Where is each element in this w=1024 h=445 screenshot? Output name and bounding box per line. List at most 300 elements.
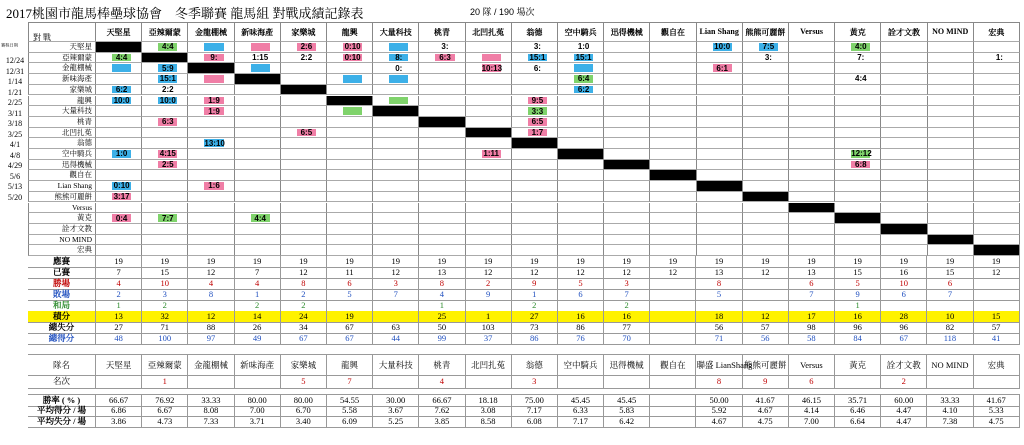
score-text: 1:11 <box>483 149 499 159</box>
matchup-cell <box>235 138 281 149</box>
pct-value: 3.86 <box>96 416 142 427</box>
self-cell <box>466 128 512 139</box>
score-box <box>112 182 131 190</box>
score-box <box>297 43 316 51</box>
score-text: 1:9 <box>208 95 220 105</box>
rank-value: 2 <box>881 374 927 388</box>
matchup-cell <box>604 138 650 149</box>
rank-value: 7 <box>327 374 373 388</box>
stat-value: 2 <box>281 289 327 300</box>
score-box <box>204 107 223 115</box>
stat-value: 15 <box>835 267 881 278</box>
score-box <box>158 193 177 201</box>
score-box <box>897 204 916 212</box>
score-box <box>251 225 270 233</box>
stat-label: 積分 <box>28 311 96 322</box>
score-box <box>990 225 1009 233</box>
row-header <box>28 63 96 74</box>
stat-label: 勝場 <box>28 278 96 289</box>
score-box <box>158 236 177 244</box>
matchup-cell <box>650 85 696 96</box>
matchup-cell <box>327 117 373 128</box>
matchup-cell <box>558 74 604 85</box>
pct-value: 54.55 <box>327 395 373 406</box>
matchup-cell <box>650 245 696 256</box>
stat-value: 25 <box>419 311 465 322</box>
stat-value: 5 <box>835 278 881 289</box>
matchup-cell <box>743 213 789 224</box>
matchup-cell <box>188 149 234 160</box>
stat-value: 19 <box>373 256 419 267</box>
matchup-cell <box>789 138 835 149</box>
score-box <box>759 118 778 126</box>
score-box <box>251 107 270 115</box>
score-box <box>389 182 408 190</box>
score-box <box>482 182 501 190</box>
score-box <box>482 214 501 222</box>
matchup-cell <box>235 203 281 214</box>
date-label: 4/29 <box>7 161 23 170</box>
score-box <box>897 171 916 179</box>
score-box <box>805 54 824 62</box>
stat-value: 6 <box>789 278 835 289</box>
rank-team-name: 天堅星 <box>96 355 142 375</box>
matchup-cell <box>96 181 142 192</box>
score-box <box>158 161 177 169</box>
rank-value <box>927 374 973 388</box>
score-box <box>990 204 1009 212</box>
score-box <box>482 86 501 94</box>
stat-value: 12 <box>373 267 419 278</box>
stat-value: 73 <box>512 322 558 333</box>
score-box <box>851 107 870 115</box>
score-text: 2:2 <box>300 53 313 63</box>
score-box <box>528 97 547 105</box>
stat-value: 16 <box>604 311 650 322</box>
stat-value: 1 <box>466 311 512 322</box>
score-box <box>482 107 501 115</box>
stat-value: 12 <box>558 267 604 278</box>
score-box <box>343 161 362 169</box>
matchup-cell <box>235 192 281 203</box>
matchup-cell <box>835 181 881 192</box>
score-box <box>112 118 131 126</box>
date-label: 4/8 <box>9 150 21 160</box>
stat-value: 10 <box>881 278 927 289</box>
score-box <box>620 246 639 254</box>
matchup-cell <box>743 128 789 139</box>
score-box <box>204 193 223 201</box>
matchup-cell <box>188 138 234 149</box>
score-box <box>666 193 685 201</box>
date-label: 3/25 <box>7 129 23 139</box>
matchup-cell <box>466 224 512 235</box>
matchup-cell <box>327 74 373 85</box>
matchup-cell <box>419 53 465 64</box>
pct-value: 6.70 <box>281 405 327 416</box>
score-box <box>713 139 732 147</box>
score-box <box>389 54 408 62</box>
score-box <box>574 204 593 212</box>
row-header <box>28 203 96 214</box>
score-box <box>666 182 685 190</box>
score-box <box>713 129 732 137</box>
score-box <box>805 97 824 105</box>
matchup-cell <box>604 42 650 53</box>
matchup-cell <box>789 245 835 256</box>
self-cell <box>604 160 650 171</box>
pct-value: 75.00 <box>512 395 558 406</box>
rank-value <box>373 374 419 388</box>
column-header-label: 新味海產 <box>241 28 274 37</box>
matchup-cell <box>281 128 327 139</box>
matchup-cell <box>142 117 188 128</box>
matchup-cell <box>650 117 696 128</box>
matchup-cell <box>974 160 1020 171</box>
score-box <box>482 64 501 72</box>
score-text: 7: <box>857 53 865 63</box>
row-header <box>28 117 96 128</box>
score-box <box>666 139 685 147</box>
score-box <box>528 86 547 94</box>
score-box <box>297 204 316 212</box>
score-box <box>620 225 639 233</box>
stat-value <box>743 289 789 300</box>
stat-value: 12 <box>743 311 789 322</box>
matchup-cell <box>928 85 974 96</box>
matchup-cell <box>188 160 234 171</box>
score-box <box>805 43 824 51</box>
score-box <box>389 43 408 51</box>
score-box <box>713 64 732 72</box>
stat-value: 6 <box>558 289 604 300</box>
score-box <box>435 204 454 212</box>
score-box <box>204 225 223 233</box>
score-box <box>574 139 593 147</box>
score-box <box>759 246 778 254</box>
stat-value: 19 <box>96 256 142 267</box>
rank-team-name: 熊熊可麗餅 <box>743 355 789 375</box>
score-box <box>297 118 316 126</box>
matchup-cell <box>466 74 512 85</box>
score-box <box>990 193 1009 201</box>
self-cell <box>512 138 558 149</box>
matchup-cell <box>835 128 881 139</box>
stat-value: 10 <box>142 278 188 289</box>
matchup-cell <box>235 96 281 107</box>
rank-team-name: 空中騎兵 <box>558 355 604 375</box>
rank-team-name: 大量科技 <box>373 355 419 375</box>
matchup-cell <box>96 213 142 224</box>
matchup-cell <box>558 170 604 181</box>
pct-value: 7.33 <box>188 416 234 427</box>
score-box <box>851 204 870 212</box>
score-box <box>620 64 639 72</box>
score-box <box>805 193 824 201</box>
matchup-cell <box>835 74 881 85</box>
matchup-cell <box>188 42 234 53</box>
stat-value: 12 <box>466 267 512 278</box>
matchup-cell <box>466 85 512 96</box>
rank-value: 1 <box>142 374 188 388</box>
stat-value: 63 <box>373 322 419 333</box>
matchup-cell <box>281 203 327 214</box>
matchup-cell <box>419 85 465 96</box>
matchup-cell <box>142 213 188 224</box>
matchup-cell <box>512 203 558 214</box>
matchup-cell <box>281 181 327 192</box>
date-label: 3/11 <box>8 108 22 118</box>
matchup-cell <box>789 74 835 85</box>
matchup-cell <box>604 170 650 181</box>
matchup-cell <box>327 224 373 235</box>
matchup-cell <box>419 203 465 214</box>
score-box <box>528 214 547 222</box>
self-cell <box>373 106 419 117</box>
matchup-cell <box>512 74 558 85</box>
matchup-cell <box>928 42 974 53</box>
rank-team-name: 家樂城 <box>281 355 327 375</box>
rank-team-name: Versus <box>789 355 835 375</box>
score-box <box>343 86 362 94</box>
matchup-cell <box>188 74 234 85</box>
matchup-cell <box>974 74 1020 85</box>
rank-team-name: 桃青 <box>419 355 465 375</box>
matchup-cell <box>881 96 927 107</box>
score-box <box>851 64 870 72</box>
matchup-cell <box>928 106 974 117</box>
stat-value: 15 <box>974 311 1020 322</box>
matchup-cell <box>697 117 743 128</box>
matchup-cell <box>974 117 1020 128</box>
stat-value: 19 <box>604 256 650 267</box>
pct-value: 6.86 <box>96 405 142 416</box>
score-box <box>251 171 270 179</box>
score-box <box>759 150 778 158</box>
stat-value: 67 <box>881 333 927 344</box>
pct-value: 6.08 <box>512 416 558 427</box>
matchup-cell <box>466 181 512 192</box>
score-box <box>389 118 408 126</box>
score-box <box>620 193 639 201</box>
matchup-cell <box>697 42 743 53</box>
score-box <box>251 97 270 105</box>
stat-label: 總失分 <box>28 322 96 333</box>
matchup-cell <box>928 74 974 85</box>
self-cell <box>650 170 696 181</box>
score-box <box>666 214 685 222</box>
score-box <box>528 246 547 254</box>
score-box <box>112 54 131 62</box>
score-box <box>851 97 870 105</box>
matchup-cell <box>142 224 188 235</box>
stat-value: 82 <box>927 322 973 333</box>
score-box <box>251 86 270 94</box>
stat-value: 19 <box>235 256 281 267</box>
score-box <box>805 75 824 83</box>
stat-value: 28 <box>881 311 927 322</box>
matchup-cell <box>974 128 1020 139</box>
matchup-cell <box>928 96 974 107</box>
row-header-label: 北凹扎菟 <box>62 127 92 137</box>
matchup-cell <box>835 245 881 256</box>
stat-value: 19 <box>974 256 1020 267</box>
matchup-cell <box>281 160 327 171</box>
score-box <box>574 161 593 169</box>
score-text: 15:1 <box>159 74 176 84</box>
pct-value <box>650 405 696 416</box>
matchup-cell <box>974 85 1020 96</box>
matchup-cell <box>697 224 743 235</box>
stat-value <box>650 333 696 344</box>
score-text: 3: <box>533 42 541 52</box>
score-text: 6:2 <box>115 85 128 95</box>
score-box <box>528 171 547 179</box>
score-box <box>435 236 454 244</box>
matchup-cell <box>327 235 373 246</box>
score-box <box>343 129 362 137</box>
score-box <box>482 139 501 147</box>
score-text: 6:1 <box>716 63 728 73</box>
stat-value: 19 <box>696 256 742 267</box>
score-box <box>389 139 408 147</box>
matchup-cell <box>327 181 373 192</box>
self-cell <box>188 63 234 74</box>
matchup-cell <box>743 203 789 214</box>
score-box <box>851 75 870 83</box>
score-box <box>297 214 316 222</box>
score-box <box>482 118 501 126</box>
pct-value: 5.25 <box>373 416 419 427</box>
score-box <box>713 75 732 83</box>
matchup-cell <box>96 170 142 181</box>
matchup-cell <box>235 106 281 117</box>
matchup-cell <box>558 138 604 149</box>
matchup-cell <box>327 203 373 214</box>
score-box <box>944 86 963 94</box>
matchup-cell <box>512 42 558 53</box>
matchup-cell <box>281 192 327 203</box>
score-box <box>574 43 593 51</box>
score-text: 6:8 <box>855 160 867 170</box>
matchup-cell <box>650 203 696 214</box>
pct-value: 6.46 <box>835 405 881 416</box>
column-header <box>466 22 512 42</box>
score-box <box>389 171 408 179</box>
stat-value: 12 <box>188 267 234 278</box>
matchup-cell <box>373 213 419 224</box>
score-box <box>990 129 1009 137</box>
score-box <box>990 107 1009 115</box>
score-box <box>435 129 454 137</box>
score-box <box>944 225 963 233</box>
stat-value: 12 <box>281 267 327 278</box>
score-box <box>713 43 732 51</box>
matchup-cell <box>604 235 650 246</box>
score-text: 0:10 <box>344 53 361 63</box>
pct-value: 4.47 <box>881 405 927 416</box>
matchup-cell <box>974 149 1020 160</box>
matchup-cell <box>327 245 373 256</box>
pct-value: 18.18 <box>466 395 512 406</box>
matchup-cell <box>96 53 142 64</box>
score-text: 3: <box>441 42 449 52</box>
matchup-cell <box>235 213 281 224</box>
stat-label: 總得分 <box>28 333 96 344</box>
score-box <box>944 204 963 212</box>
rank-header: 隊名 <box>28 355 96 375</box>
matchup-cell <box>928 245 974 256</box>
score-box <box>112 193 131 201</box>
score-box <box>251 43 270 51</box>
pct-value <box>650 416 696 427</box>
score-box <box>805 129 824 137</box>
score-box <box>158 150 177 158</box>
score-box <box>574 182 593 190</box>
matchup-cell <box>881 106 927 117</box>
stat-value: 7 <box>927 289 973 300</box>
matchup-cell <box>188 245 234 256</box>
pct-label: 勝率 ( % ) <box>28 395 96 406</box>
matchup-cell <box>373 138 419 149</box>
row-header <box>28 170 96 181</box>
matchup-cell <box>604 74 650 85</box>
matchup-cell <box>789 235 835 246</box>
row-header <box>28 160 96 171</box>
stat-value: 19 <box>927 256 973 267</box>
score-box <box>251 139 270 147</box>
matchup-cell <box>188 117 234 128</box>
matchup-cell <box>881 160 927 171</box>
matchup-cell <box>96 106 142 117</box>
stat-value: 98 <box>789 322 835 333</box>
pct-value: 45.45 <box>604 395 650 406</box>
score-box <box>112 150 131 158</box>
stat-label: 敗場 <box>28 289 96 300</box>
matchup-cell <box>512 170 558 181</box>
matchup-cell <box>604 213 650 224</box>
score-text: 6:5 <box>300 127 313 137</box>
matchup-cell <box>650 160 696 171</box>
matchup-cell <box>743 224 789 235</box>
pct-value: 30.00 <box>373 395 419 406</box>
matchup-cell <box>512 96 558 107</box>
matchup-cell <box>743 85 789 96</box>
stat-value <box>743 300 789 311</box>
matchup-cell <box>466 42 512 53</box>
pct-value: 6.33 <box>558 405 604 416</box>
matchup-cell <box>928 53 974 64</box>
date-label: 5/13 <box>7 182 23 191</box>
matchup-cell <box>928 213 974 224</box>
matchup-cell <box>743 117 789 128</box>
score-box <box>620 182 639 190</box>
rank-value: 5 <box>281 374 327 388</box>
matchup-cell <box>697 138 743 149</box>
stat-value: 12 <box>974 267 1020 278</box>
score-box <box>389 161 408 169</box>
matchup-cell <box>650 53 696 64</box>
matchup-cell <box>604 85 650 96</box>
matchup-cell <box>650 138 696 149</box>
stat-value: 34 <box>281 322 327 333</box>
rank-value: 9 <box>743 374 789 388</box>
matchup-cell <box>142 160 188 171</box>
matchup-cell <box>235 63 281 74</box>
score-box <box>482 246 501 254</box>
self-cell <box>142 53 188 64</box>
row-header-label: 家樂城 <box>69 84 92 94</box>
